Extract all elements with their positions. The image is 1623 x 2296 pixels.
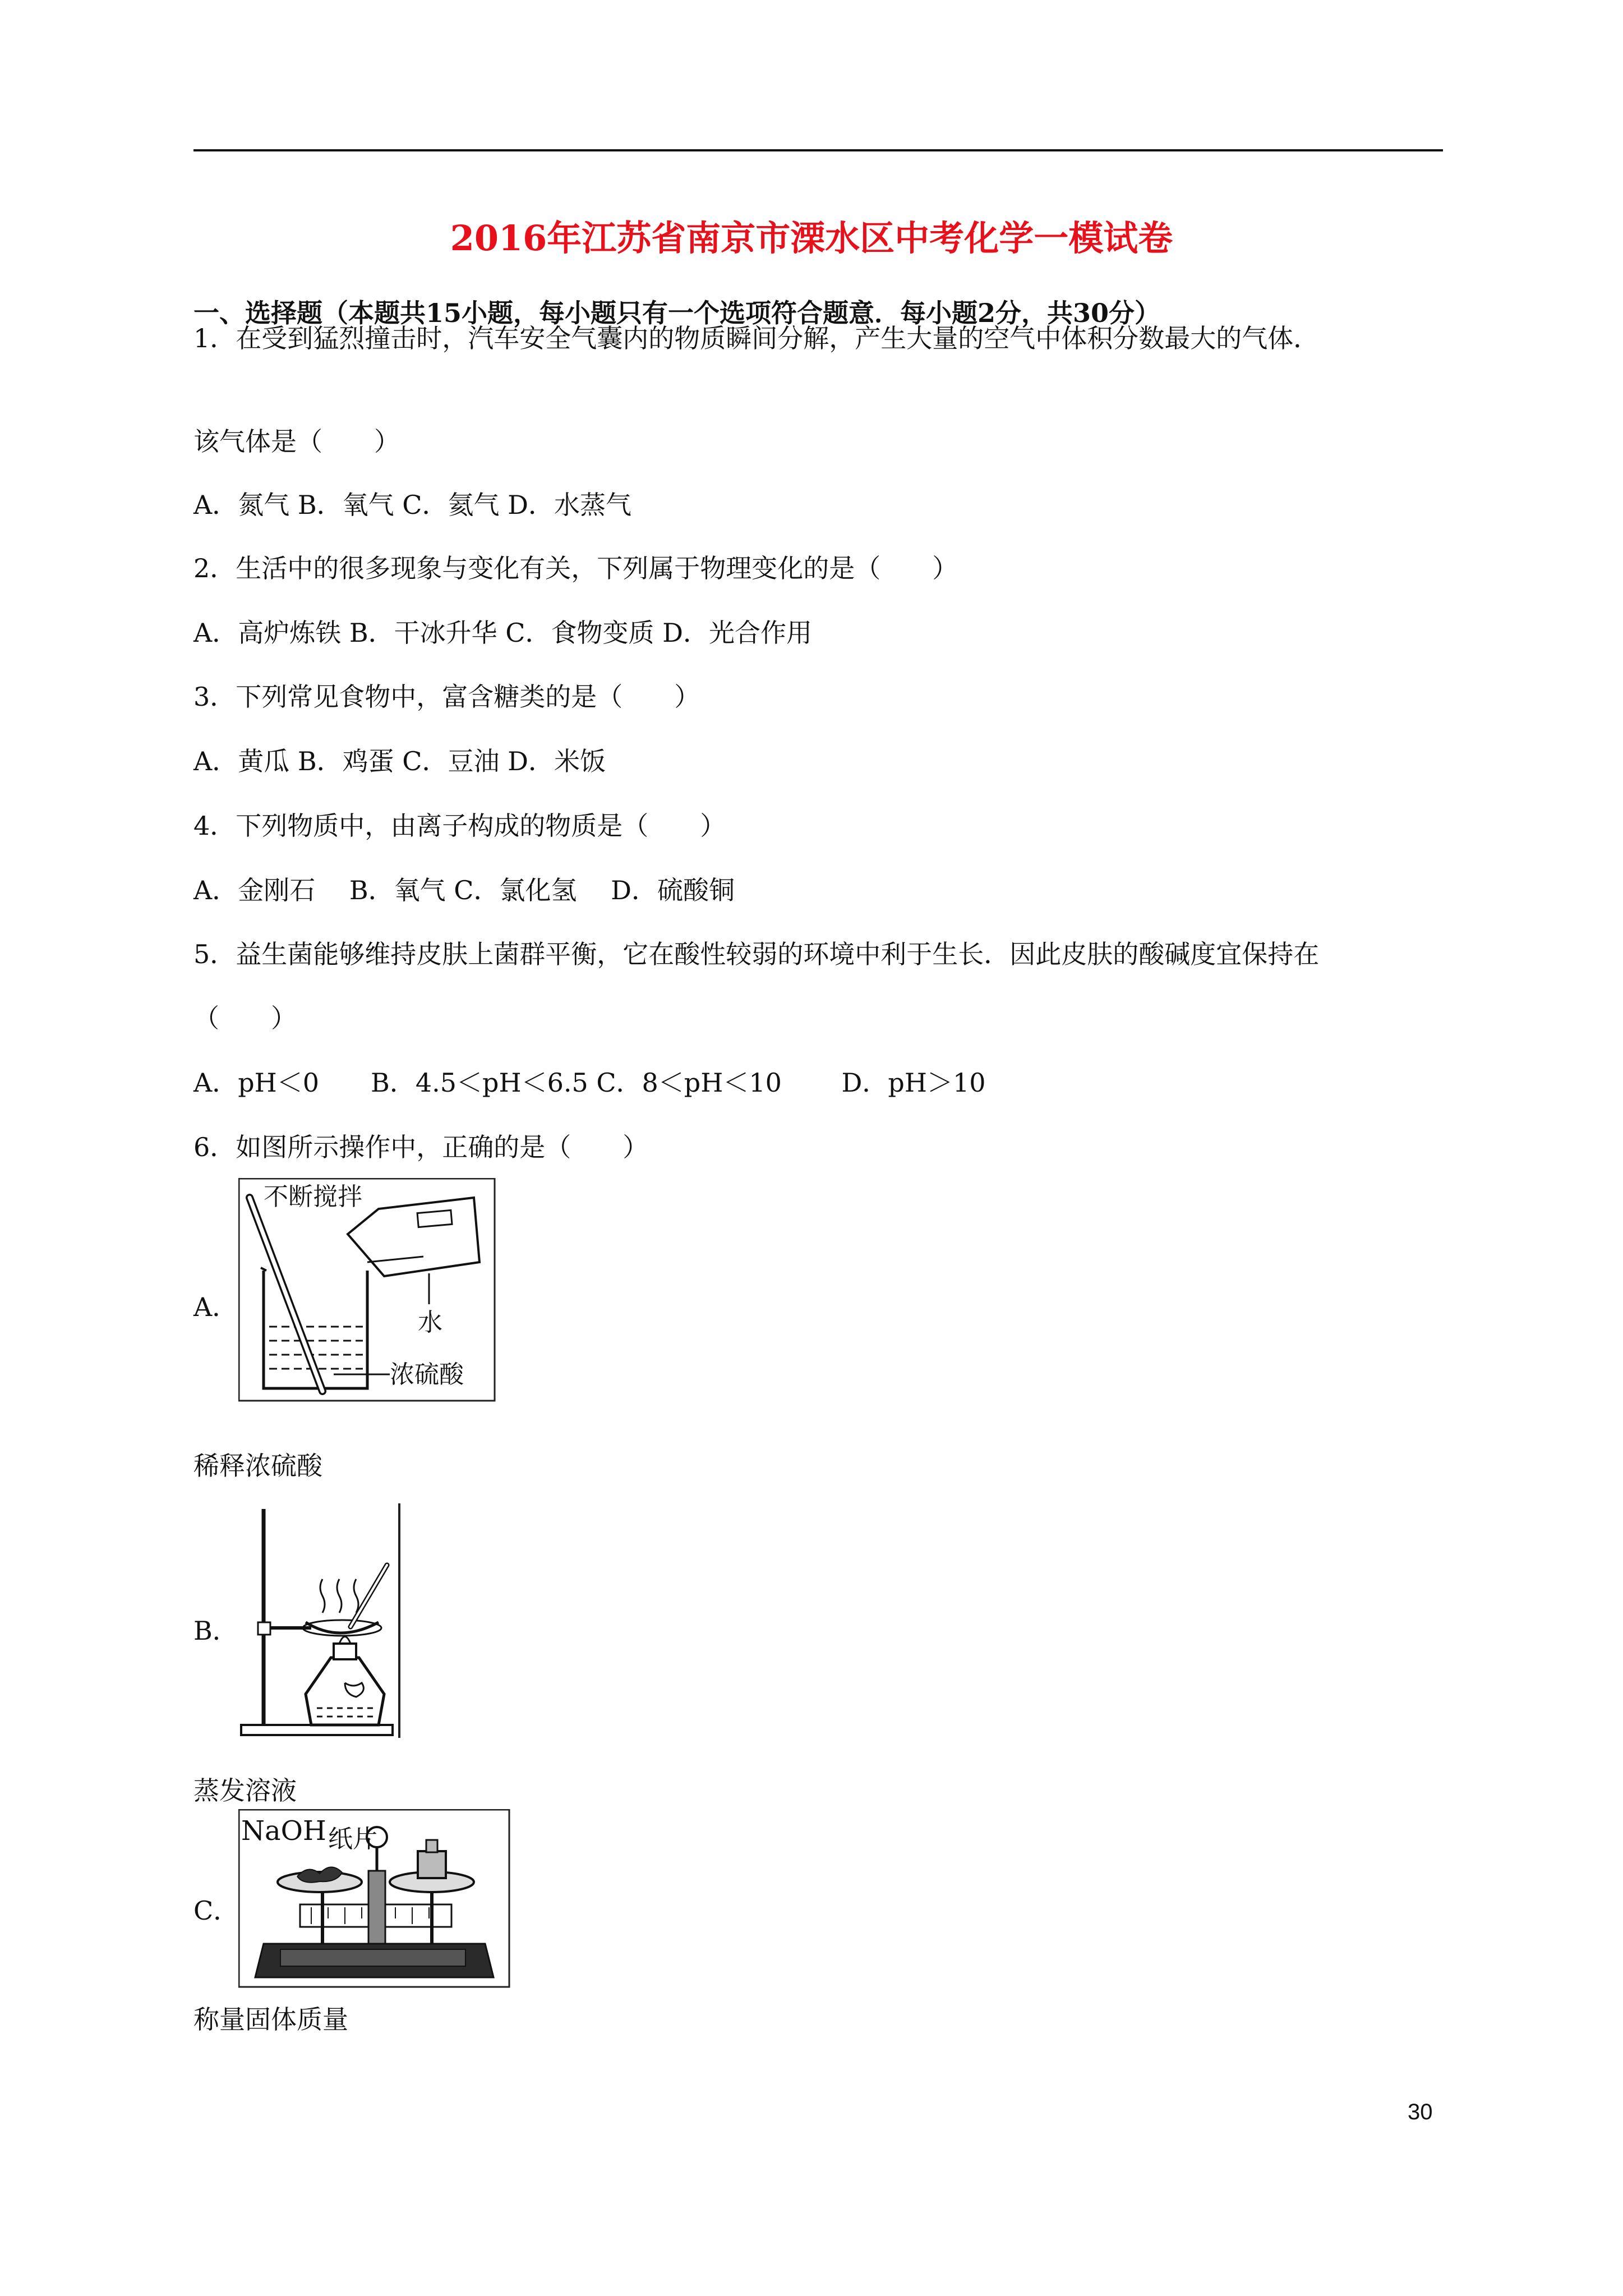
q4-options: A．金刚石 B．氧气 C．氯化氢 D．硫酸铜 [193,875,735,905]
q5-stem-line1: 5．益生菌能够维持皮肤上菌群平衡，它在酸性较弱的环境中利于生长．因此皮肤的酸碱度宜保持在 [193,939,1320,969]
naoh-label: NaOH [241,1815,326,1847]
option-a-letter: A． [193,1292,238,1322]
q4-stem: 4．下列物质中，由离子构成的物质是（ ） [193,811,726,841]
water-label: 水 [418,1308,442,1337]
dilute-acid-figure [238,1178,496,1402]
option-c-caption: 称量固体质量 [193,2004,348,2035]
paper-label: 纸片 [328,1825,377,1853]
stir-label: 不断搅拌 [264,1182,362,1211]
section-heading: 一、选择题（本题共15小题，每小题只有一个选项符合题意．每小题2分，共30分） [193,298,1161,328]
q6-stem: 6．如图所示操作中，正确的是（ ） [193,1132,649,1162]
acid-label: 浓硫酸 [390,1360,464,1389]
q2-options: A．高炉炼铁 B．干冰升华 C．食物变质 D．光合作用 [193,618,812,648]
option-b-caption: 蒸发溶液 [193,1775,297,1806]
q2-stem: 2．生活中的很多现象与变化有关，下列属于物理变化的是（ ） [193,553,958,583]
option-a-caption: 稀释浓硫酸 [193,1451,322,1481]
q1-options: A．氮气 B．氧气 C．氦气 D．水蒸气 [193,490,631,520]
q5-stem-line2: （ ） [193,1003,297,1033]
balance-figure [238,1809,510,1989]
exam-title: 2016年江苏省南京市溧水区中考化学一模试卷 [450,218,1173,259]
evaporation-figure [238,1503,401,1739]
q1-stem-line1: 1．在受到猛烈撞击时，汽车安全气囊内的物质瞬间分解，产生大量的空气中体积分数最大的气体． [193,323,1320,353]
q1-stem-line2: 该气体是（ ） [193,426,400,457]
option-c-letter: C． [193,1895,239,1926]
option-b-letter: B． [193,1616,238,1646]
q3-options: A．黄瓜 B．鸡蛋 C．豆油 D．米饭 [193,746,606,776]
q3-stem: 3．下列常见食物中，富含糖类的是（ ） [193,682,700,712]
q5-options: A．pH＜0 B．4.5＜pH＜6.5 C．8＜pH＜10 D．pH＞10 [193,1068,986,1098]
page-number: 30 [1408,2100,1433,2124]
header-rule [193,149,1443,151]
